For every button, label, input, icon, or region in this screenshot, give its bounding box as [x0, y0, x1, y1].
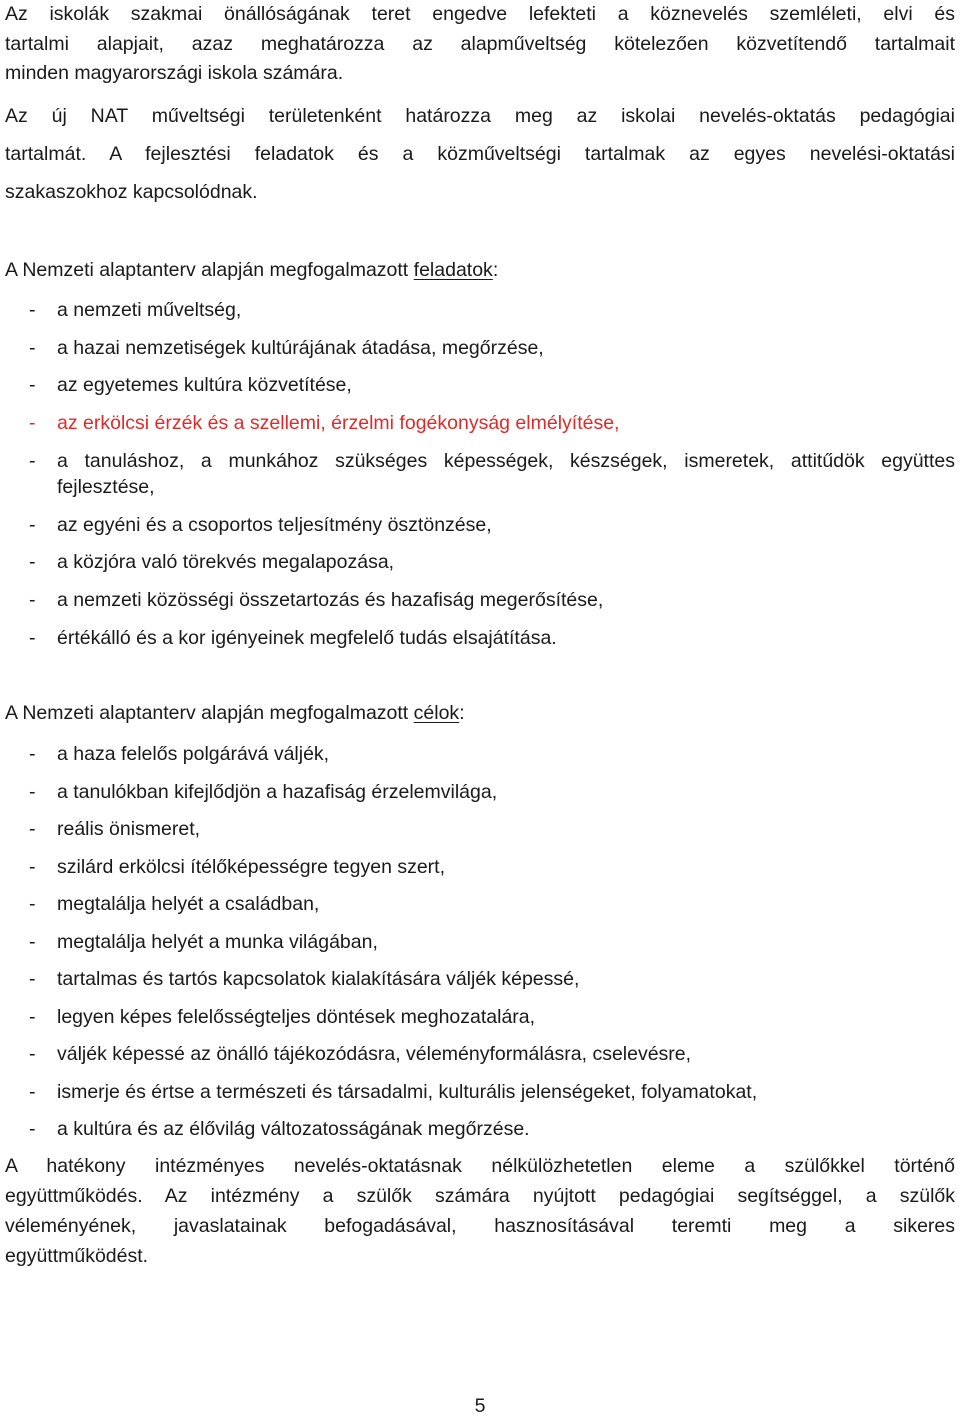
list-item-text: a nemzeti közösségi összetartozás és hazafiság megerősítése,	[57, 588, 604, 611]
list-dash: -	[29, 930, 36, 953]
list-dash: -	[29, 374, 36, 397]
list-item-text: a nemzeti műveltség,	[57, 299, 242, 321]
goals-heading	[5, 699, 955, 727]
list-item	[5, 779, 955, 805]
list-item-text: a tanulókban kifejlődjön a hazafiság érzelemvilága,	[57, 780, 498, 803]
list-item	[5, 1116, 955, 1142]
list-item	[5, 891, 955, 917]
list-dash: -	[29, 336, 36, 359]
list-item	[5, 372, 955, 398]
list-item-text: legyen képes felelősségteljes döntések meghozatalára,	[57, 1005, 536, 1028]
heading-suffix: :	[459, 702, 465, 724]
list-dash: -	[29, 588, 36, 611]
list-item-text: ismerje és értse a természeti és társadalmi, kulturális jelenségeket, folyamatokat,	[57, 1080, 758, 1103]
text-line: A hatékony intézményes nevelés-oktatásnak nélkülözhetetlen eleme a szülőkkel történő	[5, 1155, 955, 1177]
page-number: 5	[474, 1395, 486, 1417]
list-item-text: az erkölcsi érzék és a szellemi, érzelmi fogékonyság elmélyítése,	[57, 412, 620, 435]
list-dash: -	[29, 412, 36, 435]
list-item-text: reális önismeret,	[57, 818, 201, 840]
text-line: tartalmát. A fejlesztési feladatok és a közműveltségi tartalmak az egyes nevelési-oktatási	[5, 143, 955, 165]
list-dash: -	[29, 855, 36, 878]
list-dash: -	[29, 780, 36, 803]
list-item	[5, 816, 955, 842]
list-item	[5, 512, 955, 538]
list-item	[5, 741, 955, 767]
list-item-text: az egyetemes kultúra közvetítése,	[57, 374, 352, 397]
text-line: együttműködést.	[5, 1245, 149, 1267]
list-dash: -	[29, 513, 36, 536]
list-dash: -	[29, 1118, 36, 1140]
list-item	[5, 929, 955, 955]
tasks-heading	[5, 256, 955, 284]
text-line: véleményének, javaslatainak befogadásával, hasznosításával teremti meg a sikeres	[5, 1215, 955, 1237]
intro-paragraph-2	[5, 97, 955, 211]
list-dash: -	[29, 1005, 36, 1028]
text-line: Az iskolák szakmai önállóságának teret engedve lefekteti a köznevelés szemléleti, elvi és	[5, 3, 955, 25]
text-line: minden magyarországi iskola számára.	[5, 62, 344, 84]
list-item-text: váljék képessé az önálló tájékozódásra, véleményformálásra, cselevésre,	[57, 1043, 692, 1065]
list-item-text: szilárd erkölcsi ítélőképességre tegyen szert,	[57, 855, 446, 878]
heading-prefix: A Nemzeti alaptanterv alapján megfogalmazott	[5, 702, 414, 724]
list-item	[5, 1004, 955, 1030]
list-item-text: a kultúra és az élővilág változatosságának megőrzése.	[57, 1118, 530, 1140]
list-dash: -	[29, 968, 36, 990]
list-dash: -	[29, 626, 36, 649]
list-item-text: tartalmas és tartós kapcsolatok kialakítására váljék képessé,	[57, 968, 580, 990]
list-item	[5, 448, 955, 500]
heading-keyword: célok	[413, 702, 460, 724]
list-item	[5, 297, 955, 323]
list-item	[5, 587, 955, 613]
text-line: szakaszokhoz kapcsolódnak.	[5, 181, 258, 203]
text-line: együttműködés. Az intézmény a szülők számára nyújtott pedagógiai segítséggel, a szülők	[5, 1185, 955, 1207]
list-item	[5, 410, 955, 436]
list-item-text: az egyéni és a csoportos teljesítmény ösztönzése,	[57, 513, 492, 536]
closing-paragraph	[5, 1151, 955, 1271]
list-item-text: a tanuláshoz, a munkához szükséges képességek, készségek, ismeretek, attitűdök együttes fejlesztése,	[57, 449, 955, 498]
list-dash: -	[29, 893, 36, 915]
list-item-text: megtalálja helyét a családban,	[57, 893, 320, 915]
list-item-text: a közjóra való törekvés megalapozása,	[57, 551, 395, 574]
list-dash: -	[29, 299, 36, 321]
list-item	[5, 1079, 955, 1105]
list-dash: -	[29, 818, 36, 840]
list-item	[5, 854, 955, 880]
list-dash: -	[29, 743, 36, 765]
intro-paragraph-1	[5, 0, 955, 89]
list-item	[5, 625, 955, 651]
list-item-text: a hazai nemzetiségek kultúrájának átadása, megőrzése,	[57, 336, 544, 359]
list-item	[5, 549, 955, 575]
list-item-text: megtalálja helyét a munka világában,	[57, 930, 378, 953]
list-dash: -	[29, 551, 36, 574]
heading-keyword: feladatok	[413, 259, 493, 281]
heading-prefix: A Nemzeti alaptanterv alapján megfogalmazott	[5, 259, 414, 281]
list-item-text: értékálló és a kor igényeinek megfelelő tudás elsajátítása.	[57, 626, 557, 649]
text-line: tartalmi alapjait, azaz meghatározza az alapműveltség kötelezően közvetítendő tartalmait	[5, 32, 955, 55]
list-item	[5, 966, 955, 992]
list-dash: -	[29, 449, 36, 472]
list-item	[5, 335, 955, 361]
list-item	[5, 1041, 955, 1067]
list-dash: -	[29, 1043, 36, 1065]
text-line: Az új NAT műveltségi területenként határozza meg az iskolai nevelés-oktatás pedagógiai	[5, 105, 955, 127]
list-item-text: a haza felelős polgárává váljék,	[57, 743, 330, 765]
list-dash: -	[29, 1080, 36, 1103]
heading-suffix: :	[492, 259, 499, 281]
